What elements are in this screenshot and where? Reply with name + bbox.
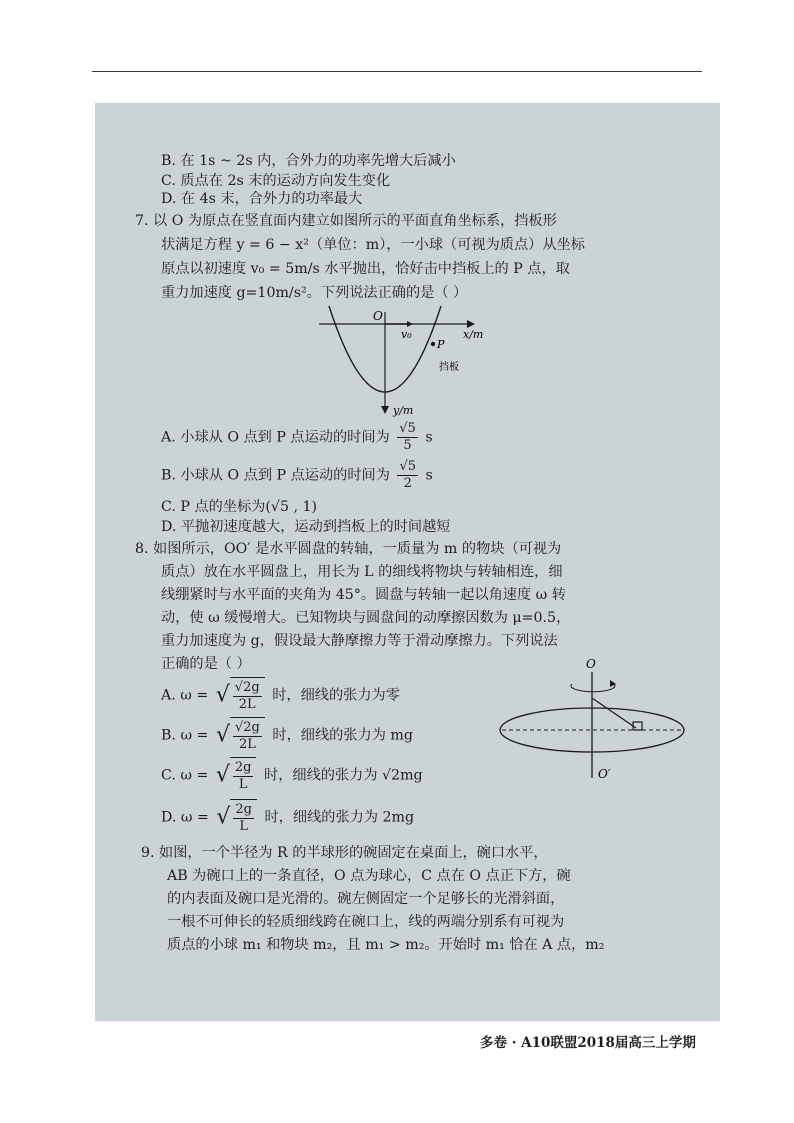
q7-option-a-text: A. 小球从 O 点到 P 点运动的时间为: [161, 429, 390, 446]
q8-option-a-den: 2L: [238, 696, 256, 712]
q8-option-a: [161, 677, 400, 713]
axis-bottom-label: O′: [598, 767, 611, 781]
page-footer: 多卷 · A10联盟2018届高三上学期: [480, 1035, 696, 1051]
q8-option-c: [161, 757, 423, 793]
q8-option-c-radical: √ $\frac{2g}{L}$: [216, 757, 257, 794]
q8-option-a-radical: √ $\frac{√2g}{2L}$: [216, 677, 265, 714]
top-rule: [92, 71, 702, 72]
q8-option-d-radical: √ $\frac{2g}{L}$: [216, 799, 257, 836]
q7-option-d: D. 平抛初速度越大，运动到挡板上的时间越短: [161, 519, 451, 535]
q8-stem-line1: 8. 如图所示，OO′ 是水平圆盘的转轴，一质量为 m 的物块（可视为: [135, 541, 562, 557]
y-axis-label: y/m: [393, 404, 414, 417]
q7-option-b: [161, 459, 433, 492]
q8-option-a-num: √2g: [234, 679, 260, 695]
q7-option-b-text: B. 小球从 O 点到 P 点运动的时间为: [161, 467, 390, 484]
q9-stem-line2: AB 为碗口上的一条直径，O 点为球心，C 点在 O 点正下方，碗: [167, 868, 571, 884]
q7-option-a-den: 5: [403, 438, 412, 453]
q8-stem-line6: 正确的是（ ）: [161, 656, 251, 672]
q8-option-b-den: 2L: [238, 736, 256, 752]
v0-arrow-head: [407, 321, 413, 327]
q8-option-d: [161, 799, 414, 835]
q7-option-b-den: 2: [403, 476, 412, 491]
q8-option-d-num: 2g: [235, 801, 252, 817]
q7-option-b-num: √5: [399, 459, 416, 474]
q7-stem-line1: 7. 以 O 为原点在竖直面内建立如图所示的平面直角坐标系，挡板形: [135, 213, 557, 229]
q9-stem-line3: 的内表面及碗口是光滑的。碗左侧固定一个足够长的光滑斜面，: [167, 891, 565, 907]
x-axis-arrow: [467, 320, 475, 328]
q9-stem-line4: 一根不可伸长的轻质细线跨在碗口上，线的两端分别系有可视为: [167, 914, 565, 930]
exam-page-photo: [95, 103, 720, 1051]
q8-option-d-den: L: [239, 818, 249, 834]
q8-stem-line5: 重力加速度为 g，假设最大静摩擦力等于滑动摩擦力。下列说法: [161, 633, 558, 649]
q7-figure: [317, 298, 497, 418]
block: [633, 722, 642, 730]
q8-stem-line4: 动，使 ω 缓慢增大。已知物块与圆盘间的动摩擦因数为 μ=0.5，: [161, 610, 571, 626]
q8-figure: [490, 658, 690, 783]
v0-label: v₀: [401, 328, 412, 341]
q7-option-b-fraction: [397, 459, 418, 492]
q8-option-b-label: B. ω =: [161, 727, 209, 744]
q7-stem-line2: 状满足方程 y = 6 − x²（单位：m），一小球（可视为质点）从坐标: [161, 237, 585, 253]
q8-option-c-text: 时，细线的张力为 √2mg: [264, 767, 423, 784]
q7-option-a-fraction: [397, 421, 418, 454]
q8-option-c-num: 2g: [234, 759, 252, 775]
rotation-arrow: [571, 684, 615, 692]
q6-option-d: D. 在 4s 末，合外力的功率最大: [161, 191, 363, 207]
string: [592, 698, 636, 728]
q8-option-d-text: 时，细线的张力为 2mg: [264, 809, 415, 826]
q7-stem-line3: 原点以初速度 v₀ = 5m/s 水平抛出，恰好击中挡板上的 P 点，取: [161, 261, 570, 277]
q7-stem-line4: 重力加速度 g=10m/s²。下列说法正确的是（ ）: [161, 285, 468, 301]
q6-option-c: C. 质点在 2s 末的运动方向发生变化: [161, 173, 391, 189]
q8-option-d-label: D. ω =: [161, 809, 209, 826]
point-p: [431, 342, 435, 346]
baffle-label: 挡板: [439, 362, 459, 373]
q9-stem-line1: 9. 如图，一个半径为 R 的半球形的碗固定在桌面上，碗口水平，: [141, 845, 548, 861]
q8-option-b-num: √2g: [234, 719, 260, 735]
origin-label: O: [373, 309, 383, 323]
q9-stem-line5: 质点的小球 m₁ 和物块 m₂，且 m₁ > m₂。开始时 m₁ 恰在 A 点，m₂: [167, 937, 605, 953]
q7-option-b-unit: s: [425, 467, 433, 484]
q8-option-b: [161, 717, 413, 753]
q8-option-c-den: L: [238, 776, 248, 792]
x-axis-label: x/m: [463, 328, 484, 341]
q8-option-c-label: C. ω =: [161, 767, 209, 784]
q8-option-b-text: 时，细线的张力为 mg: [272, 727, 413, 744]
q8-stem-line2: 质点）放在水平圆盘上，用长为 L 的细线将物块与转轴相连，细: [161, 564, 563, 580]
q6-option-b: B. 在 1s ~ 2s 内，合外力的功率先增大后减小: [161, 153, 456, 169]
q7-option-a: [161, 421, 433, 454]
q8-stem-line3: 线绷紧时与水平面的夹角为 45°。圆盘与转轴一起以角速度 ω 转: [161, 587, 566, 603]
q7-option-a-unit: s: [425, 429, 433, 446]
q7-option-a-num: √5: [399, 421, 416, 436]
y-axis-arrow: [381, 406, 389, 414]
q7-option-c: C. P 点的坐标为(√5 , 1): [161, 499, 318, 515]
q8-option-b-radical: √ $\frac{√2g}{2L}$: [216, 717, 265, 754]
q8-option-a-text: 时，细线的张力为零: [272, 687, 400, 704]
axis-top-label: O: [586, 657, 596, 671]
point-p-label: P: [437, 338, 445, 351]
q8-option-a-label: A. ω =: [161, 687, 209, 704]
